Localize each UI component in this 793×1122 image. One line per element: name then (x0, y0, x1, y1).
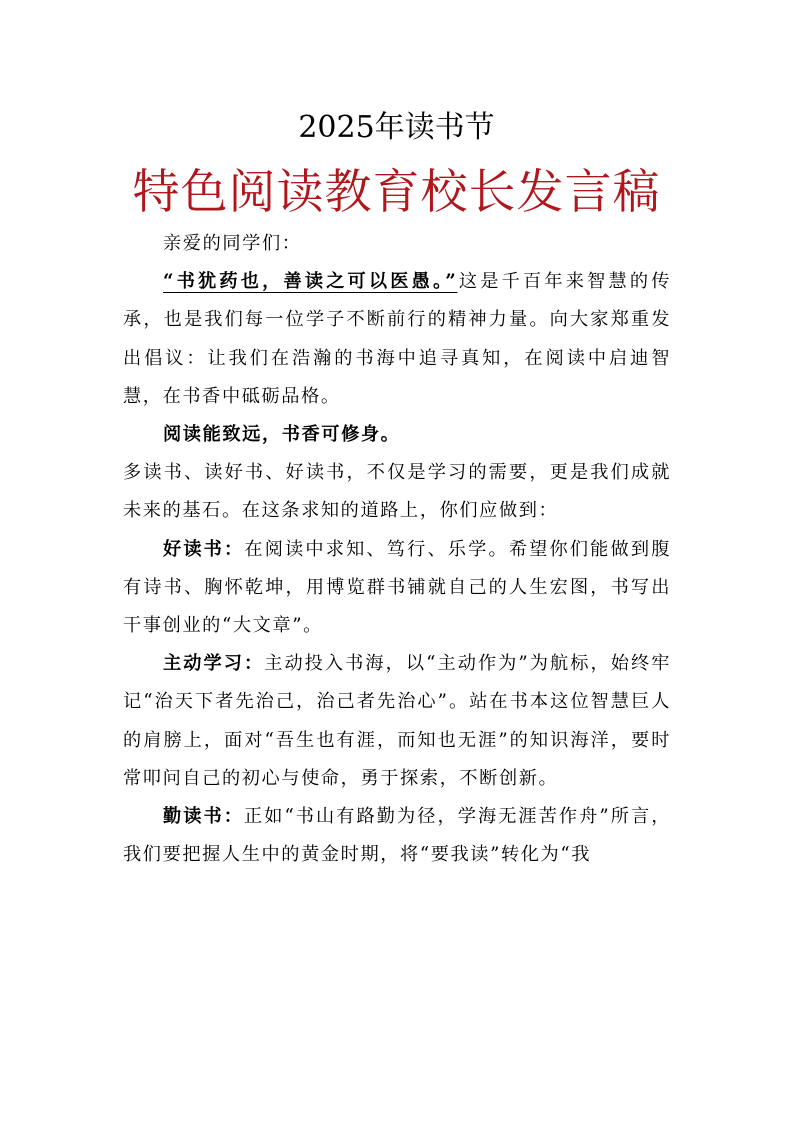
paragraph-quote (123, 263, 671, 416)
opening-quote: “书犹药也，善读之可以医愚。” (163, 271, 458, 293)
lead-term: 主动学习： (163, 653, 265, 675)
section-heading: 阅读能致远，书香可修身。 (163, 424, 401, 446)
paragraph-text: 主动投入书海，以“主动作为”为航标，始终牢记“治天下者先治己，治己者先治心”。站在书本这位智慧巨人的肩膀上，面对“吾生也有涯，而知也无涯”的知识海洋，要时常叩问自己的初心与使命，勇于探索，不断创新。 (123, 653, 671, 789)
paragraph-active-learning (123, 645, 671, 798)
paragraph-text: 这是千百年来智慧的传承，也是我们每一位学子不断前行的精神力量。向大家郑重发出倡议：让我们在浩瀚的书海中追寻真知，在阅读中启迪智慧，在书香中砥砺品格。 (123, 271, 671, 407)
document-body (123, 225, 671, 874)
greeting: 亲爱的同学们： (163, 233, 302, 254)
lead-term: 好读书： (163, 538, 245, 560)
title-speech: 特色阅读教育校长发言稿 (132, 165, 661, 220)
title-year-festival: 2025年读书节 (298, 110, 495, 145)
paragraph-good-reading (123, 531, 671, 646)
paragraph-text: 在阅读中求知、笃行、乐学。希望你们能做到腹有诗书、胸怀乾坤，用博览群书铺就自己的人生宏图，书写出干事创业的“大文章”。 (123, 538, 671, 637)
paragraph-text: 正如“书山有路勤为径，学海无涯苦作舟”所言，我们要把握人生中的黄金时期，将“要我读”转化为“我 (123, 806, 672, 866)
paragraph-diligent-reading (123, 798, 671, 874)
lead-term: 勤读书： (163, 806, 244, 828)
paragraph-intro: 多读书、读好书、好读书，不仅是学习的需要，更是我们成就未来的基石。在这条求知的道路上，你们应做到： (123, 462, 671, 522)
